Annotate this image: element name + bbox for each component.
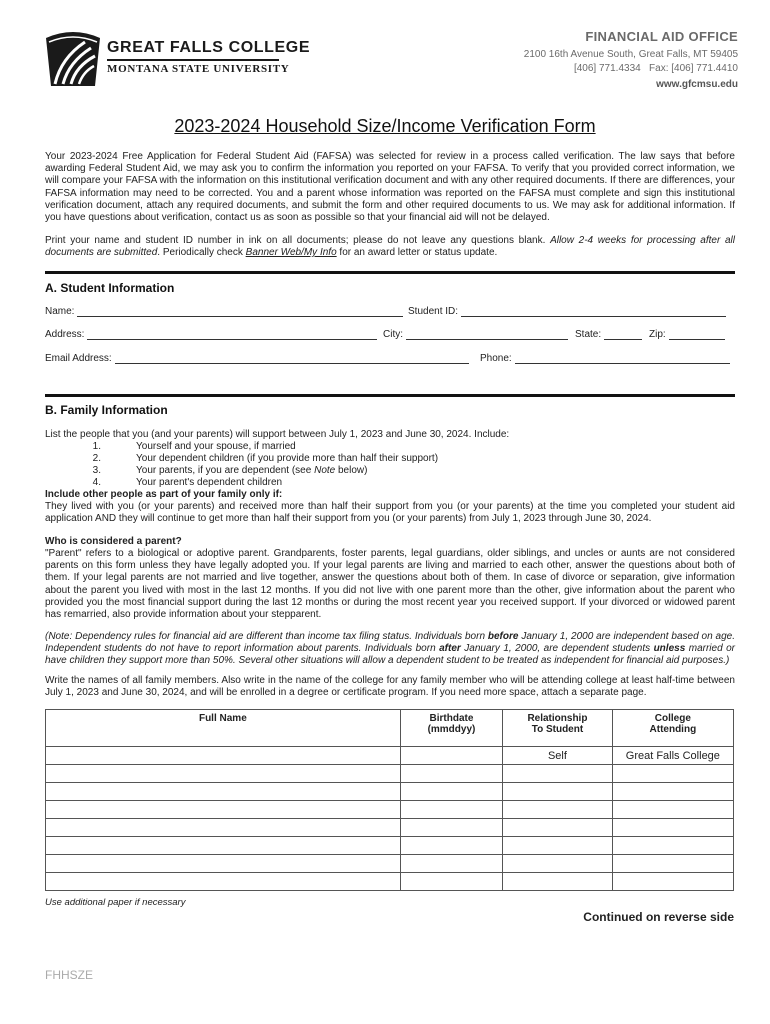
cell-relationship[interactable]: Self: [503, 747, 613, 765]
name-input[interactable]: [77, 306, 403, 317]
cell-birthdate[interactable]: [400, 837, 502, 855]
section-b-title: B. Family Information: [45, 403, 168, 417]
list-num-2: 2.: [92, 453, 101, 464]
col-relationship: [503, 710, 613, 747]
cell-college[interactable]: [612, 837, 733, 855]
office-phone-fax: [406] 771.4334 Fax: [406] 771.4410: [573, 63, 738, 74]
col-birthdate-line-1: Birthdate: [429, 713, 474, 724]
print-note-italic: Allow 2-4 weeks for processing after all documents are submitted: [45, 235, 735, 259]
intro-paragraph: Your 2023-2024 Free Application for Federal Student Aid (FAFSA) was selected for review in a process called verification. The law says that before awarding Federal Student Aid, we may ask you to confirm the information you reported on your FAFSA. To verify that you provided correct information, we will compare your FAFSA with the information on this institutional verification document and with any other required documents. If there are differences, your FAFSA information may need to be corrected. You and a parent whose information was reported on the FAFSA must complete and sign this institutional verification document, attach any required documents, and submit the form and other required documents to us. We may ask for additional information. If you have questions about verification, contact us as soon as possible so that your financial aid will not be delayed.: [45, 151, 735, 224]
cell-name[interactable]: [46, 855, 401, 873]
col-college-line-2: Attending: [649, 724, 697, 735]
col-full-name: Full Name: [46, 710, 401, 747]
col-relationship-line-2: To Student: [531, 724, 584, 735]
university-name: MONTANA STATE UNIVERSITY: [107, 63, 290, 75]
cell-name[interactable]: [46, 873, 401, 891]
list-num-3: 3.: [92, 465, 101, 476]
cell-name[interactable]: [46, 783, 401, 801]
table-header-row: [46, 710, 734, 747]
print-note-text-3: for an award letter or status update.: [336, 247, 498, 259]
zip-field[interactable]: [649, 329, 725, 340]
note-bold-before: before: [487, 631, 519, 642]
include-other-text: They lived with you (or your parents) and received more than half their support from you (or your parents) at the time you completed your student aid application AND they will continue to get more than half their support from you (or your parents) from July 1, 2023 through June 30, 2024.: [45, 501, 735, 525]
note-text-1: (Note: Dependency rules for financial aid are different than income tax filing status. Individuals born: [45, 631, 488, 642]
table-row: [46, 801, 734, 819]
office-title: FINANCIAL AID OFFICE: [585, 29, 738, 44]
table-row: [46, 747, 734, 765]
list-num-1: 1.: [92, 441, 101, 452]
parent-text: "Parent" refers to a biological or adoptive parent. Grandparents, foster parents, legal guardians, older siblings, and uncles or aunts are not considered parents on this form unless they have legally adopted you. If your legal parents are living and married to each other, answer the questions about both of them. If your legal parents are not married and live together, answer the questions about both of them. In case of divorce or separation, give information about the parent you lived with most in the last 12 months. If you did not live with one parent more than the other, give information about the parent who provided you the most financial support during the last 12 months or during the most recent year you received support. If your divorced or widowed parent has remarried, also provide information about your stepparent.: [45, 548, 735, 621]
cell-birthdate[interactable]: [400, 783, 502, 801]
section-b-rule: [45, 394, 735, 397]
address-field[interactable]: [45, 329, 377, 340]
name-label: Name:: [45, 306, 75, 317]
cell-name[interactable]: [46, 819, 401, 837]
cell-college[interactable]: [612, 801, 733, 819]
dependency-note: [45, 631, 735, 668]
note-bold-after: after: [439, 643, 461, 655]
college-emblem-icon: [43, 28, 103, 90]
print-note-text: Print your name and student ID number in ink on all documents; please do not leave any questions blank.: [45, 235, 551, 246]
section-a-title: A. Student Information: [45, 281, 175, 295]
phone-field[interactable]: [480, 353, 730, 364]
col-relationship-line-1: Relationship: [527, 713, 588, 724]
cell-relationship[interactable]: [503, 837, 613, 855]
note-text-2: January 1, 2000 are independent based on age. Independent students do not have to report information about parents. Individuals born: [45, 631, 735, 655]
cell-college[interactable]: [612, 855, 733, 873]
include-other-heading: Include other people as part of your family only if:: [45, 489, 283, 500]
address-label: Address:: [45, 329, 85, 340]
list-text-3: [136, 465, 367, 476]
additional-paper-note: Use additional paper if necessary: [45, 897, 186, 908]
cell-name[interactable]: [46, 801, 401, 819]
list-intro: List the people that you (and your parents) will support between July 1, 2023 and June 30, 2024. Include:: [45, 429, 510, 440]
zip-label: Zip:: [649, 329, 666, 340]
cell-relationship[interactable]: [503, 801, 613, 819]
write-names-instructions: Write the names of all family members. Also write in the name of the college for any family member who will be attending college at least half-time between July 1, 2023 and June 30, 2024, and will be enrolled in a degree or certificate program. If you need more space, attach a separate page.: [45, 675, 735, 699]
note-bold-unless: unless: [653, 643, 686, 655]
phone-input[interactable]: [515, 353, 730, 364]
cell-college[interactable]: [612, 765, 733, 783]
email-label: Email Address:: [45, 353, 112, 364]
name-row: [45, 306, 735, 320]
form-title: 2023-2024 Household Size/Income Verification Form: [174, 116, 596, 136]
table-row: [46, 837, 734, 855]
cell-birthdate[interactable]: [400, 765, 502, 783]
note-text-3: January 1, 2000, are dependent students: [460, 643, 654, 655]
banner-web-link[interactable]: Banner Web/My Info: [245, 247, 337, 259]
address-row: [45, 329, 735, 343]
cell-college[interactable]: [612, 783, 733, 801]
cell-relationship[interactable]: [503, 819, 613, 837]
family-members-table: [45, 709, 734, 891]
cell-birthdate[interactable]: [400, 819, 502, 837]
table-row: [46, 783, 734, 801]
section-a-rule: [45, 271, 735, 274]
office-address: 2100 16th Avenue South, Great Falls, MT 59405: [523, 49, 738, 60]
cell-relationship[interactable]: [503, 873, 613, 891]
cell-birthdate[interactable]: [400, 873, 502, 891]
city-field[interactable]: [383, 329, 568, 340]
col-college: [612, 710, 733, 747]
college-logo: [43, 28, 311, 90]
cell-birthdate[interactable]: [400, 747, 502, 765]
col-college-line-1: College: [654, 713, 691, 724]
zip-input[interactable]: [669, 329, 725, 340]
cell-college[interactable]: Great Falls College: [612, 747, 733, 765]
parent-heading: Who is considered a parent?: [45, 536, 182, 547]
cell-name[interactable]: [46, 837, 401, 855]
col-birthdate-line-2: (mmddyy): [427, 724, 476, 735]
cell-relationship[interactable]: [503, 783, 613, 801]
table-row: [46, 765, 734, 783]
student-id-input[interactable]: [461, 306, 726, 317]
office-website: www.gfcmsu.edu: [656, 79, 738, 90]
cell-name[interactable]: [46, 747, 401, 765]
city-label: City:: [383, 329, 403, 340]
cell-college[interactable]: [612, 873, 733, 891]
table-row: [46, 819, 734, 837]
print-note: [45, 235, 735, 259]
student-id-field[interactable]: [408, 306, 726, 317]
cell-relationship[interactable]: [503, 855, 613, 873]
list-text-3-a: Your parents, if you are dependent (see: [136, 465, 315, 476]
address-input[interactable]: [87, 329, 377, 340]
list-text-1: Yourself and your spouse, if married: [136, 441, 296, 452]
cell-birthdate[interactable]: [400, 801, 502, 819]
city-input[interactable]: [406, 329, 568, 340]
note-text-4: married or have children they support more than 50%. Several other situations will allow a dependent student to be treated as independent for financial aid purposes.): [45, 643, 735, 667]
state-label: State:: [575, 329, 602, 340]
state-field[interactable]: [575, 329, 642, 340]
list-text-4: Your parent's dependent children: [136, 477, 283, 488]
cell-name[interactable]: [46, 765, 401, 783]
list-num-4: 4.: [92, 477, 101, 488]
email-field[interactable]: [45, 353, 469, 364]
college-name: GREAT FALLS COLLEGE: [107, 39, 311, 56]
list-text-2: Your dependent children (if you provide more than half their support): [136, 453, 439, 464]
student-id-label: Student ID:: [408, 306, 459, 317]
cell-relationship[interactable]: [503, 765, 613, 783]
office-contact: [524, 29, 738, 90]
phone-label: Phone:: [480, 353, 512, 364]
table-row: [46, 873, 734, 891]
table-row: [46, 855, 734, 873]
list-text-3-b: below): [335, 465, 368, 476]
form-code: FHHSZE: [45, 968, 93, 982]
continued-reverse-note: Continued on reverse side: [583, 910, 734, 924]
cell-birthdate[interactable]: [400, 855, 502, 873]
cell-college[interactable]: [612, 819, 733, 837]
col-birthdate: [400, 710, 502, 747]
print-note-text-2: . Periodically check: [157, 247, 246, 259]
logo-divider: [107, 59, 279, 61]
email-input[interactable]: [115, 353, 469, 364]
email-row: [45, 353, 735, 367]
state-input[interactable]: [604, 329, 642, 340]
name-field[interactable]: [45, 306, 403, 317]
list-text-3-note: Note: [314, 465, 336, 476]
